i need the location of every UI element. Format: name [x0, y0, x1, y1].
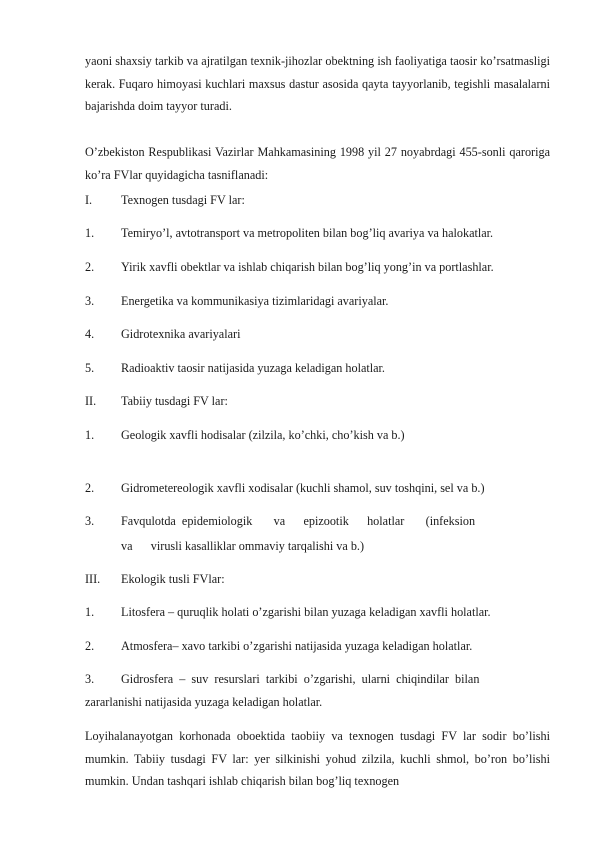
intro-paragraph: yaoni shaxsiy tarkib va ajratilgan texnik-jihozlar obektning ish faoliyatiga taosir ko’rsatmasligi kerak. Fuqaro himoyasi kuchlari maxsus dastur asosida qayta tayyorlanib, tegishli masalalarni bajarishda doim tayyor turadi.	[85, 54, 550, 114]
list-text: Temiryo’l, avtotransport va metropoliten bilan bog’liq avariya va halokatlar.	[121, 226, 494, 240]
list-text-continuation: zararlanishi natijasida yuzaga keladigan holatlar.	[85, 695, 323, 709]
list-text: Radioaktiv taosir natijasida yuzaga keladigan holatlar.	[121, 361, 385, 375]
list-number: 2.	[85, 260, 95, 274]
list-text: Geologik xavfli hodisalar (zilzila, ko’chki, cho’kish va b.)	[121, 428, 405, 442]
list-number: 2.	[85, 481, 95, 495]
section-numeral: II.	[85, 394, 97, 408]
section-numeral: I.	[85, 193, 93, 207]
section-title: Ekologik tusli FVlar:	[121, 572, 225, 586]
list-text: Gidrotexnika avariyalari	[121, 327, 241, 341]
list-item-continuation	[85, 691, 550, 714]
list-number: 4.	[85, 327, 95, 341]
list-text: Energetika va kommunikasiya tizimlaridagi avariyalar.	[121, 294, 389, 308]
decree-paragraph: O’zbekiston Respublikasi Vazirlar Mahkamasining 1998 yil 27 noyabrdagi 455-sonli qaroriga ko’ra FVlar quyidagicha tasniflanadi:	[85, 145, 550, 182]
list-text-continuation: va virusli kasalliklar ommaviy tarqalishi va b.)	[121, 539, 365, 553]
list-number: 5.	[85, 361, 95, 375]
list-text: Atmosfera– xavo tarkibi o’zgarishi natijasida yuzaga keladigan holatlar.	[121, 639, 473, 653]
list-number: 2.	[85, 639, 95, 653]
list-number: 1.	[85, 226, 95, 240]
list-text: Litosfera – quruqlik holati o’zgarishi bilan yuzaga keladigan xavfli holatlar.	[121, 605, 491, 619]
list-number: 3.	[85, 514, 95, 528]
list-text: Gidrosfera – suv resurslari tarkibi o’zgarishi, ularni chiqindilar bilan	[121, 672, 480, 686]
list-text: Favqulotda epidemiologik va epizootik holatlar (infeksion	[121, 514, 476, 528]
list-text: Yirik xavfli obektlar va ishlab chiqarish bilan bog’liq yong’in va portlashlar.	[121, 260, 494, 274]
list-number: 3.	[85, 294, 95, 308]
closing-paragraph: Loyihalanayotgan korhonada oboektida taobiiy va texnogen tusdagi FV lar sodir bo’lishi mumkin. Tabiiy tusdagi FV lar: yer silkinishi yohud zilzila, kuchli shmol, bo’ron bo’lishi mumkin. Undan tashqari ishlab chiqarish bilan bog’liq texnogen	[85, 729, 550, 789]
section-title: Tabiiy tusdagi FV lar:	[121, 394, 228, 408]
list-number: 3.	[85, 672, 95, 686]
list-number: 1.	[85, 428, 95, 442]
section-title: Texnogen tusdagi FV lar:	[121, 193, 245, 207]
list-text: Gidrometereologik xavfli xodisalar (kuchli shamol, suv toshqini, sel va b.)	[121, 481, 485, 495]
list-number: 1.	[85, 605, 95, 619]
section-numeral: III.	[85, 572, 101, 586]
